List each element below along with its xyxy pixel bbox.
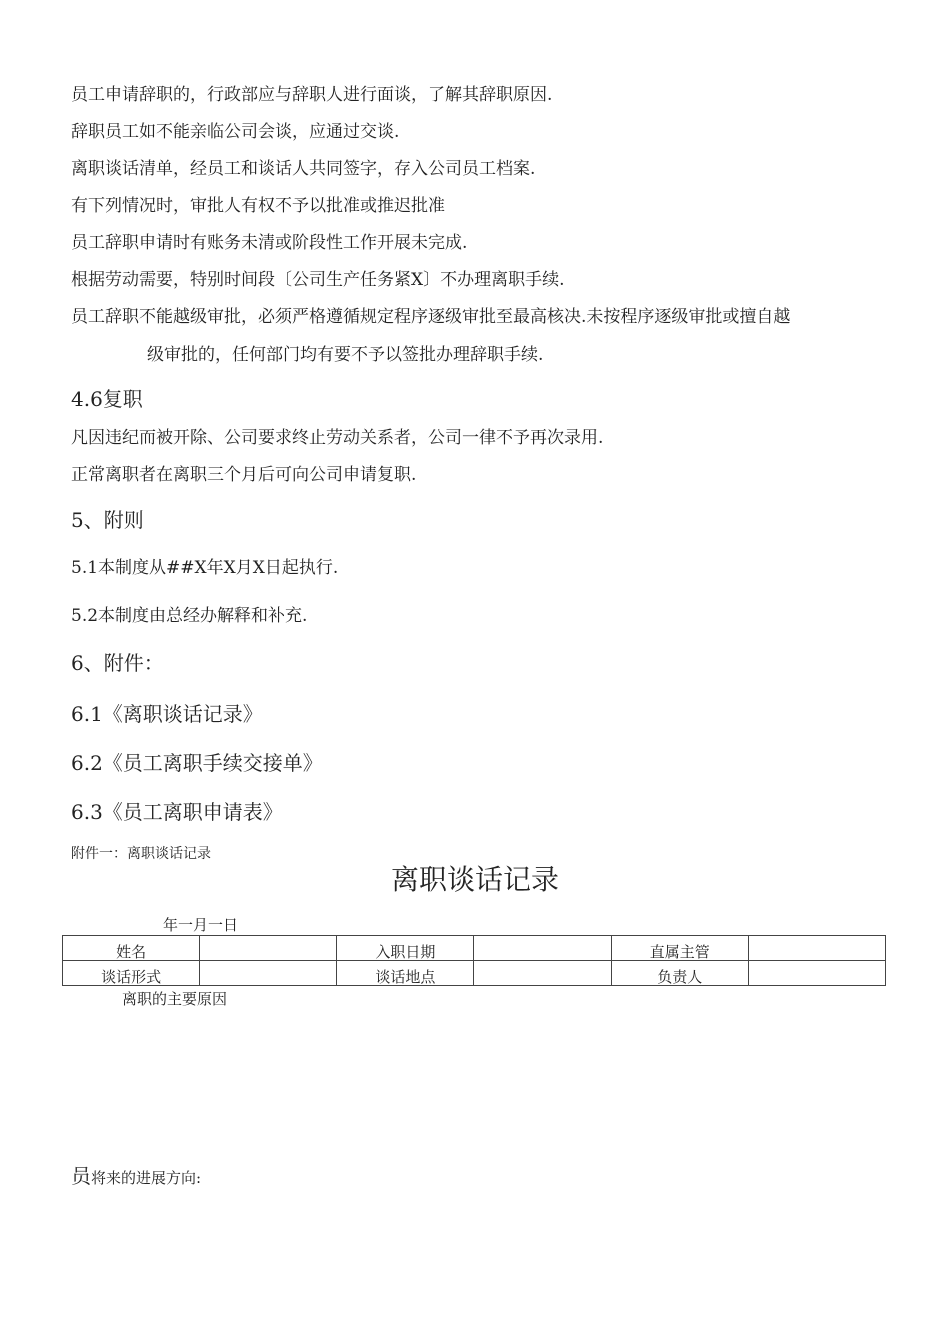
section-heading-6: 6、附件： bbox=[71, 651, 164, 675]
paragraph: 员工辞职申请时有账务未清或阶段性工作开展未完成. bbox=[71, 233, 468, 253]
attachment-list-item: 6.2《员工离职手续交接单》 bbox=[71, 751, 323, 775]
paragraph: 辞职员工如不能亲临公司会谈，应通过交谈. bbox=[71, 122, 400, 142]
field-value-supervisor bbox=[748, 936, 885, 961]
section-item: 5.1本制度从##X年X月X日起执行. bbox=[71, 558, 339, 578]
future-label-rest: 将来的进展方向: bbox=[91, 1169, 202, 1187]
section-heading-5: 5、附则 bbox=[71, 508, 144, 532]
paragraph: 员工辞职不能越级审批，必须严格遵循规定程序逐级审批至最高核决.未按程序逐级审批或擅自越 bbox=[71, 307, 791, 327]
date-line: 年一月一日 bbox=[163, 916, 239, 934]
field-value-interview-form bbox=[200, 961, 337, 986]
field-value-interview-place bbox=[474, 961, 611, 986]
future-label-first-char: 员 bbox=[71, 1164, 91, 1188]
section-item: 正常离职者在离职三个月后可向公司申请复职. bbox=[71, 465, 417, 485]
interview-record-table bbox=[62, 935, 886, 986]
reason-label: 离职的主要原因 bbox=[122, 990, 228, 1008]
section-item: 凡因违纪而被开除、公司要求终止劳动关系者，公司一律不予再次录用. bbox=[71, 428, 604, 448]
attachment-label: 附件一：离职谈话记录 bbox=[71, 846, 211, 862]
paragraph-continuation: 级审批的，任何部门均有要不予以签批办理辞职手续. bbox=[147, 345, 544, 365]
section-item: 5.2本制度由总经办解释和补充. bbox=[71, 606, 308, 626]
future-direction-label bbox=[71, 1166, 201, 1186]
table-row bbox=[63, 961, 886, 986]
paragraph: 根据劳动需要，特别时间段〔公司生产任务紧X〕不办理离职手续. bbox=[71, 270, 565, 290]
paragraph: 员工申请辞职的，行政部应与辞职人进行面谈，了解其辞职原因. bbox=[71, 85, 553, 105]
form-title: 离职谈话记录 bbox=[390, 863, 559, 896]
field-value-responsible bbox=[748, 961, 885, 986]
section-heading-4-6: 4.6复职 bbox=[71, 387, 143, 411]
paragraph: 离职谈话清单，经员工和谈话人共同签字，存入公司员工档案. bbox=[71, 159, 536, 179]
attachment-list-item: 6.3《员工离职申请表》 bbox=[71, 800, 283, 824]
attachment-list-item: 6.1《离职谈话记录》 bbox=[71, 702, 263, 726]
field-label-name: 姓名 bbox=[63, 936, 200, 961]
field-label-responsible: 负责人 bbox=[611, 961, 748, 986]
field-label-hire-date: 入职日期 bbox=[337, 936, 474, 961]
field-label-interview-form: 谈话形式 bbox=[63, 961, 200, 986]
field-value-name bbox=[200, 936, 337, 961]
field-label-interview-place: 谈话地点 bbox=[337, 961, 474, 986]
field-label-supervisor: 直属主管 bbox=[611, 936, 748, 961]
field-value-hire-date bbox=[474, 936, 611, 961]
table-row bbox=[63, 936, 886, 961]
paragraph: 有下列情况时，审批人有权不予以批准或推迟批准 bbox=[71, 196, 445, 216]
